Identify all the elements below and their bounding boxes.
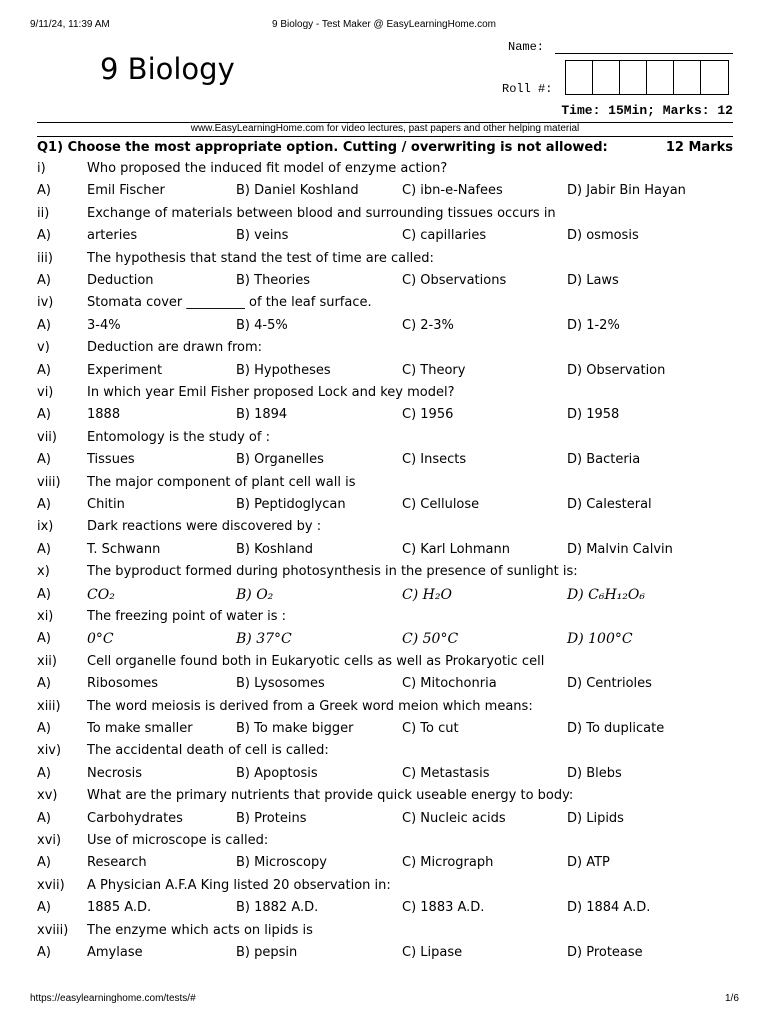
question-row xyxy=(0,295,768,317)
roll-box[interactable] xyxy=(701,61,728,94)
question-row xyxy=(0,743,768,765)
option-a-label: A) xyxy=(37,317,51,333)
question-text: Dark reactions were discovered by : xyxy=(87,519,322,535)
question-text: A Physician A.F.A King listed 20 observation in: xyxy=(87,877,391,893)
option-a: CO₂ xyxy=(87,586,115,603)
option-a-label: A) xyxy=(37,228,51,244)
option-d: D) Calesteral xyxy=(567,497,652,512)
option-d: D) To duplicate xyxy=(567,721,665,736)
option-c: C) Theory xyxy=(402,362,466,378)
site-line: www.EasyLearningHome.com for video lectures, past papers and other helping material xyxy=(190,123,580,134)
options-row xyxy=(0,631,768,653)
roll-number-boxes[interactable] xyxy=(565,60,729,95)
options-row xyxy=(0,855,768,877)
option-a-label: A) xyxy=(37,900,51,916)
option-c: C) Insects xyxy=(402,452,467,468)
option-c: C) 1883 A.D. xyxy=(402,900,485,916)
question-number: xiv) xyxy=(37,743,62,759)
question-text: Who proposed the induced fit model of enzyme action? xyxy=(87,161,448,176)
option-b: B) Hypotheses xyxy=(236,362,331,378)
name-field-line[interactable] xyxy=(555,53,733,54)
option-c: C) Observations xyxy=(402,273,507,288)
roll-box[interactable] xyxy=(620,61,647,94)
roll-box[interactable] xyxy=(566,61,593,94)
option-a-label: A) xyxy=(37,497,51,512)
section-marks: 12 Marks xyxy=(665,140,733,155)
roll-box[interactable] xyxy=(647,61,674,94)
options-row xyxy=(0,676,768,698)
option-b: B) Apoptosis xyxy=(236,765,318,781)
question-number: v) xyxy=(37,340,50,356)
question-number: viii) xyxy=(37,474,61,490)
option-d: D) Bacteria xyxy=(567,452,641,468)
options-row xyxy=(0,183,768,205)
option-d: D) osmosis xyxy=(567,228,639,244)
question-text: Deduction are drawn from: xyxy=(87,340,263,356)
question-text: The word meiosis is derived from a Greek word meion which means: xyxy=(87,698,533,714)
question-number: iii) xyxy=(37,250,53,266)
roll-box[interactable] xyxy=(593,61,620,94)
option-d: D) Jabir Bin Hayan xyxy=(567,183,686,199)
question-number: iv) xyxy=(37,295,54,311)
option-a-label: A) xyxy=(37,945,51,960)
option-a: 3-4% xyxy=(87,317,121,333)
option-d: D) Lipids xyxy=(567,810,624,826)
option-d: D) C₆H₁₂O₆ xyxy=(567,586,645,603)
question-row xyxy=(0,699,768,721)
option-b: B) 4-5% xyxy=(236,317,288,333)
option-a: Emil Fischer xyxy=(87,183,165,199)
question-number: vii) xyxy=(37,429,57,445)
option-a: Ribosomes xyxy=(87,676,159,692)
option-a: To make smaller xyxy=(87,721,193,736)
options-row xyxy=(0,542,768,564)
option-b: B) Microscopy xyxy=(236,855,327,871)
question-number: x) xyxy=(37,564,50,580)
question-number: vi) xyxy=(37,385,54,400)
option-c: C) 50°C xyxy=(402,631,459,648)
time-marks: Time: 15Min; Marks: 12 xyxy=(561,103,733,118)
option-b: B) 1894 xyxy=(236,407,288,423)
option-a: T. Schwann xyxy=(87,541,161,557)
option-a: Carbohydrates xyxy=(87,810,183,826)
option-a: Chitin xyxy=(87,497,125,512)
question-number: xiii) xyxy=(37,698,61,714)
option-c: C) H₂O xyxy=(402,586,452,603)
options-row xyxy=(0,228,768,250)
options-row xyxy=(0,407,768,429)
option-d: D) Blebs xyxy=(567,765,622,781)
option-a-label: A) xyxy=(37,810,51,826)
option-c: C) 2-3% xyxy=(402,317,454,333)
question-number: ii) xyxy=(37,205,50,221)
question-text: The freezing point of water is : xyxy=(87,609,287,624)
option-c: C) Metastasis xyxy=(402,765,490,781)
question-row xyxy=(0,788,768,810)
question-number: ix) xyxy=(37,519,54,535)
question-number: xviii) xyxy=(37,922,69,938)
question-row xyxy=(0,475,768,497)
option-c: C) ibn-e-Nafees xyxy=(402,183,503,199)
question-text: The byproduct formed during photosynthesis in the presence of sunlight is: xyxy=(87,564,578,580)
options-row xyxy=(0,497,768,519)
option-a: 0°C xyxy=(87,631,114,648)
question-row xyxy=(0,161,768,183)
options-row xyxy=(0,811,768,833)
question-row xyxy=(0,564,768,586)
option-b: B) pepsin xyxy=(236,945,298,960)
question-number: xvii) xyxy=(37,877,65,893)
option-d: D) 1-2% xyxy=(567,317,620,333)
option-d: D) 1884 A.D. xyxy=(567,900,651,916)
option-c: C) To cut xyxy=(402,721,459,736)
question-row xyxy=(0,654,768,676)
question-text: The accidental death of cell is called: xyxy=(87,743,329,759)
option-b: B) Lysosomes xyxy=(236,676,325,692)
question-row xyxy=(0,340,768,362)
option-c: C) Lipase xyxy=(402,945,463,960)
options-row xyxy=(0,945,768,967)
question-number: i) xyxy=(37,161,46,176)
option-b: B) 1882 A.D. xyxy=(236,900,319,916)
option-d: D) Laws xyxy=(567,273,619,288)
question-row xyxy=(0,923,768,945)
question-text: In which year Emil Fisher proposed Lock and key model? xyxy=(87,385,455,400)
question-text: Entomology is the study of : xyxy=(87,429,270,445)
question-row xyxy=(0,609,768,631)
option-c: C) Mitochonria xyxy=(402,676,497,692)
question-number: xv) xyxy=(37,788,58,804)
option-b: B) To make bigger xyxy=(236,721,354,736)
option-a: Necrosis xyxy=(87,765,143,781)
browser-footer-url: https://easylearninghome.com/tests/# xyxy=(30,993,196,1004)
option-a: arteries xyxy=(87,228,138,244)
question-text: Cell organelle found both in Eukaryotic cells as well as Prokaryotic cell xyxy=(87,653,545,669)
option-a: Tissues xyxy=(87,452,135,468)
option-d: D) Observation xyxy=(567,362,666,378)
browser-header-title: 9 Biology - Test Maker @ EasyLearningHome.com xyxy=(272,19,496,30)
question-row xyxy=(0,519,768,541)
option-d: D) 100°C xyxy=(567,631,633,648)
option-a-label: A) xyxy=(37,407,51,423)
option-d: D) Centrioles xyxy=(567,676,652,692)
question-row xyxy=(0,430,768,452)
option-a-label: A) xyxy=(37,183,51,199)
options-row xyxy=(0,318,768,340)
option-b: B) Koshland xyxy=(236,541,314,557)
option-d: D) Protease xyxy=(567,945,643,960)
question-text: Use of microscope is called: xyxy=(87,833,269,848)
option-b: B) Organelles xyxy=(236,452,324,468)
option-b: B) Daniel Koshland xyxy=(236,183,359,199)
browser-footer-page: 1/6 xyxy=(725,993,739,1004)
option-a: Deduction xyxy=(87,273,154,288)
question-number: xi) xyxy=(37,609,54,624)
option-a: Research xyxy=(87,855,147,871)
option-a-label: A) xyxy=(37,452,51,468)
option-b: B) O₂ xyxy=(236,586,274,603)
option-d: D) ATP xyxy=(567,855,610,871)
roll-label: Roll #: xyxy=(502,82,553,96)
option-a-label: A) xyxy=(37,541,51,557)
option-a: 1885 A.D. xyxy=(87,900,152,916)
question-text: The enzyme which acts on lipids is xyxy=(87,922,313,938)
options-row xyxy=(0,273,768,295)
section-heading: Q1) Choose the most appropriate option. Cutting / overwriting is not allowed: xyxy=(37,140,608,155)
option-a-label: A) xyxy=(37,362,51,378)
question-text: The hypothesis that stand the test of time are called: xyxy=(87,250,434,266)
option-d: D) 1958 xyxy=(567,407,620,423)
option-c: C) Karl Lohmann xyxy=(402,541,510,557)
option-a-label: A) xyxy=(37,631,51,647)
question-row xyxy=(0,833,768,855)
option-d: D) Malvin Calvin xyxy=(567,541,673,557)
option-b: B) Proteins xyxy=(236,810,307,826)
option-b: B) Theories xyxy=(236,273,310,288)
option-c: C) 1956 xyxy=(402,407,454,423)
option-a-label: A) xyxy=(37,721,51,736)
divider xyxy=(37,136,733,137)
question-row xyxy=(0,878,768,900)
question-text: What are the primary nutrients that provide quick useable energy to body: xyxy=(87,788,574,804)
option-a-label: A) xyxy=(37,273,51,288)
option-c: C) Micrograph xyxy=(402,855,494,871)
option-a-label: A) xyxy=(37,855,51,871)
options-row xyxy=(0,721,768,743)
option-a: Experiment xyxy=(87,362,163,378)
option-c: C) Nucleic acids xyxy=(402,810,506,826)
option-b: B) veins xyxy=(236,228,289,244)
options-row xyxy=(0,766,768,788)
question-row xyxy=(0,385,768,407)
question-text: The major component of plant cell wall is xyxy=(87,474,356,490)
option-b: B) 37°C xyxy=(236,631,292,648)
option-a-label: A) xyxy=(37,676,51,692)
question-number: xvi) xyxy=(37,833,62,848)
option-a: 1888 xyxy=(87,407,121,423)
question-text: Stomata cover _________ of the leaf surface. xyxy=(87,295,372,311)
options-row xyxy=(0,900,768,922)
options-row xyxy=(0,452,768,474)
option-c: C) capillaries xyxy=(402,228,487,244)
option-b: B) Peptidoglycan xyxy=(236,497,346,512)
option-a-label: A) xyxy=(37,586,51,602)
browser-header-datetime: 9/11/24, 11:39 AM xyxy=(30,19,110,30)
options-row xyxy=(0,587,768,609)
option-a: Amylase xyxy=(87,945,143,960)
options-row xyxy=(0,363,768,385)
question-number: xii) xyxy=(37,653,57,669)
question-row xyxy=(0,251,768,273)
option-a-label: A) xyxy=(37,765,51,781)
paper-title: 9 Biology xyxy=(100,52,235,86)
roll-box[interactable] xyxy=(674,61,701,94)
option-c: C) Cellulose xyxy=(402,497,480,512)
name-label: Name: xyxy=(508,40,545,54)
question-row xyxy=(0,206,768,228)
question-text: Exchange of materials between blood and surrounding tissues occurs in xyxy=(87,205,556,221)
